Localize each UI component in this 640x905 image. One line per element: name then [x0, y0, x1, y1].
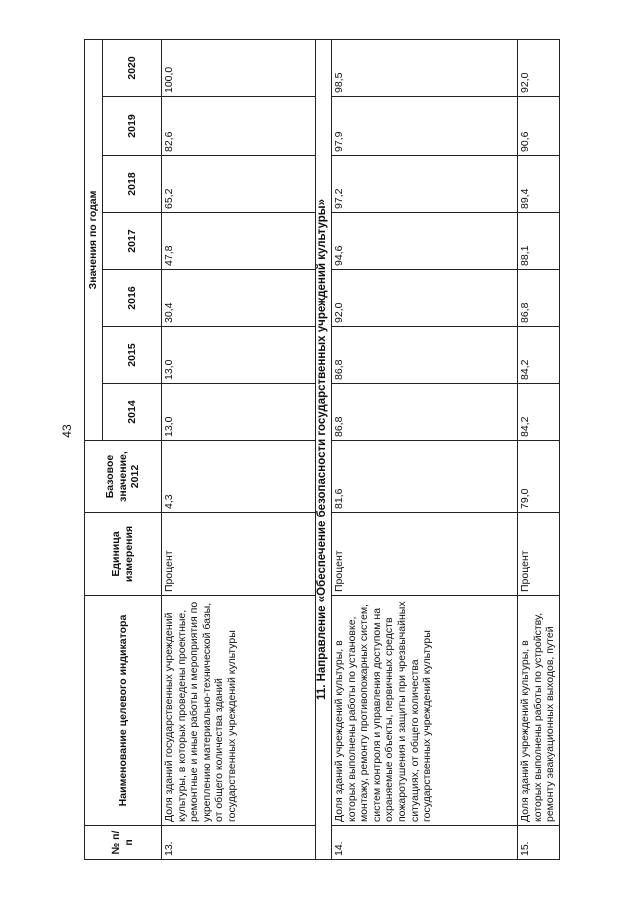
section-title: 11. Направление «Обеспечение безопасности государственных учреждений культуры»: [316, 39, 332, 859]
header-year: 2014: [103, 384, 162, 441]
cell-value: 86,8: [332, 384, 518, 441]
cell-value: 47,8: [162, 213, 316, 270]
cell-name: Доля зданий учреждений культуры, в которых выполнены работы по установке, монтажу, ремонту противопожарных систем, систем контроля и управления доступом на охраняемые объекты, первичных средств пожаротушения и защиты при чрезвычайных ситуациях, от общего количества государственных учреждений культуры: [332, 596, 518, 826]
cell-unit: Процент: [518, 513, 560, 596]
cell-base: 4,3: [162, 441, 316, 513]
cell-name: Доля зданий учреждений культуры, в которых выполнены работы по устройству, ремонту эвакуационных выходов, путей: [518, 596, 560, 826]
cell-unit: Процент: [162, 513, 316, 596]
table-row-13: [162, 39, 316, 859]
cell-value: 92,0: [332, 270, 518, 327]
header-years-group: Значения по годам: [85, 39, 103, 440]
page-number: 43: [60, 424, 74, 438]
cell-base: 79,0: [518, 441, 560, 513]
cell-value: 86,8: [332, 327, 518, 384]
cell-value: 84,2: [518, 327, 560, 384]
header-year: 2018: [103, 156, 162, 213]
cell-value: 82,6: [162, 97, 316, 156]
cell-value: 97,9: [332, 97, 518, 156]
cell-value: 30,4: [162, 270, 316, 327]
header-row-1: [85, 39, 103, 859]
cell-value: 86,8: [518, 270, 560, 327]
cell-value: 100,0: [162, 39, 316, 96]
cell-base: 81,6: [332, 441, 518, 513]
cell-value: 90,6: [518, 97, 560, 156]
header-year: 2017: [103, 213, 162, 270]
section-row-11: [316, 39, 332, 859]
cell-value: 97,2: [332, 156, 518, 213]
header-name: Наименование целевого индикатора: [85, 596, 162, 826]
rotated-table-container: [84, 40, 566, 860]
header-year: 2019: [103, 97, 162, 156]
cell-value: 98,5: [332, 39, 518, 96]
cell-value: 13,0: [162, 327, 316, 384]
header-year: 2020: [103, 39, 162, 96]
cell-num: 14.: [332, 826, 518, 860]
cell-value: 89,4: [518, 156, 560, 213]
header-unit: Единица измерения: [85, 513, 162, 596]
cell-name: Доля зданий государственных учреждений культуры, в которых проведены проектные, ремонтные и иные работы и мероприятия по укреплению материально-технической базы, от общего количества зданий государственных учреждений культуры: [162, 596, 316, 826]
cell-unit: Процент: [332, 513, 518, 596]
cell-value: 92,0: [518, 39, 560, 96]
cell-value: 84,2: [518, 384, 560, 441]
cell-value: 65,2: [162, 156, 316, 213]
header-base: Базовое значение, 2012: [85, 441, 162, 513]
header-year: 2016: [103, 270, 162, 327]
table-row-15: [518, 39, 560, 859]
cell-value: 88,1: [518, 213, 560, 270]
cell-num: 13.: [162, 826, 316, 860]
header-year: 2015: [103, 327, 162, 384]
table-row-14: [332, 39, 518, 859]
cell-value: 94,6: [332, 213, 518, 270]
cell-num: 15.: [518, 826, 560, 860]
cell-value: 13,0: [162, 384, 316, 441]
header-num: № п/п: [85, 826, 162, 860]
indicators-table: [84, 39, 560, 860]
